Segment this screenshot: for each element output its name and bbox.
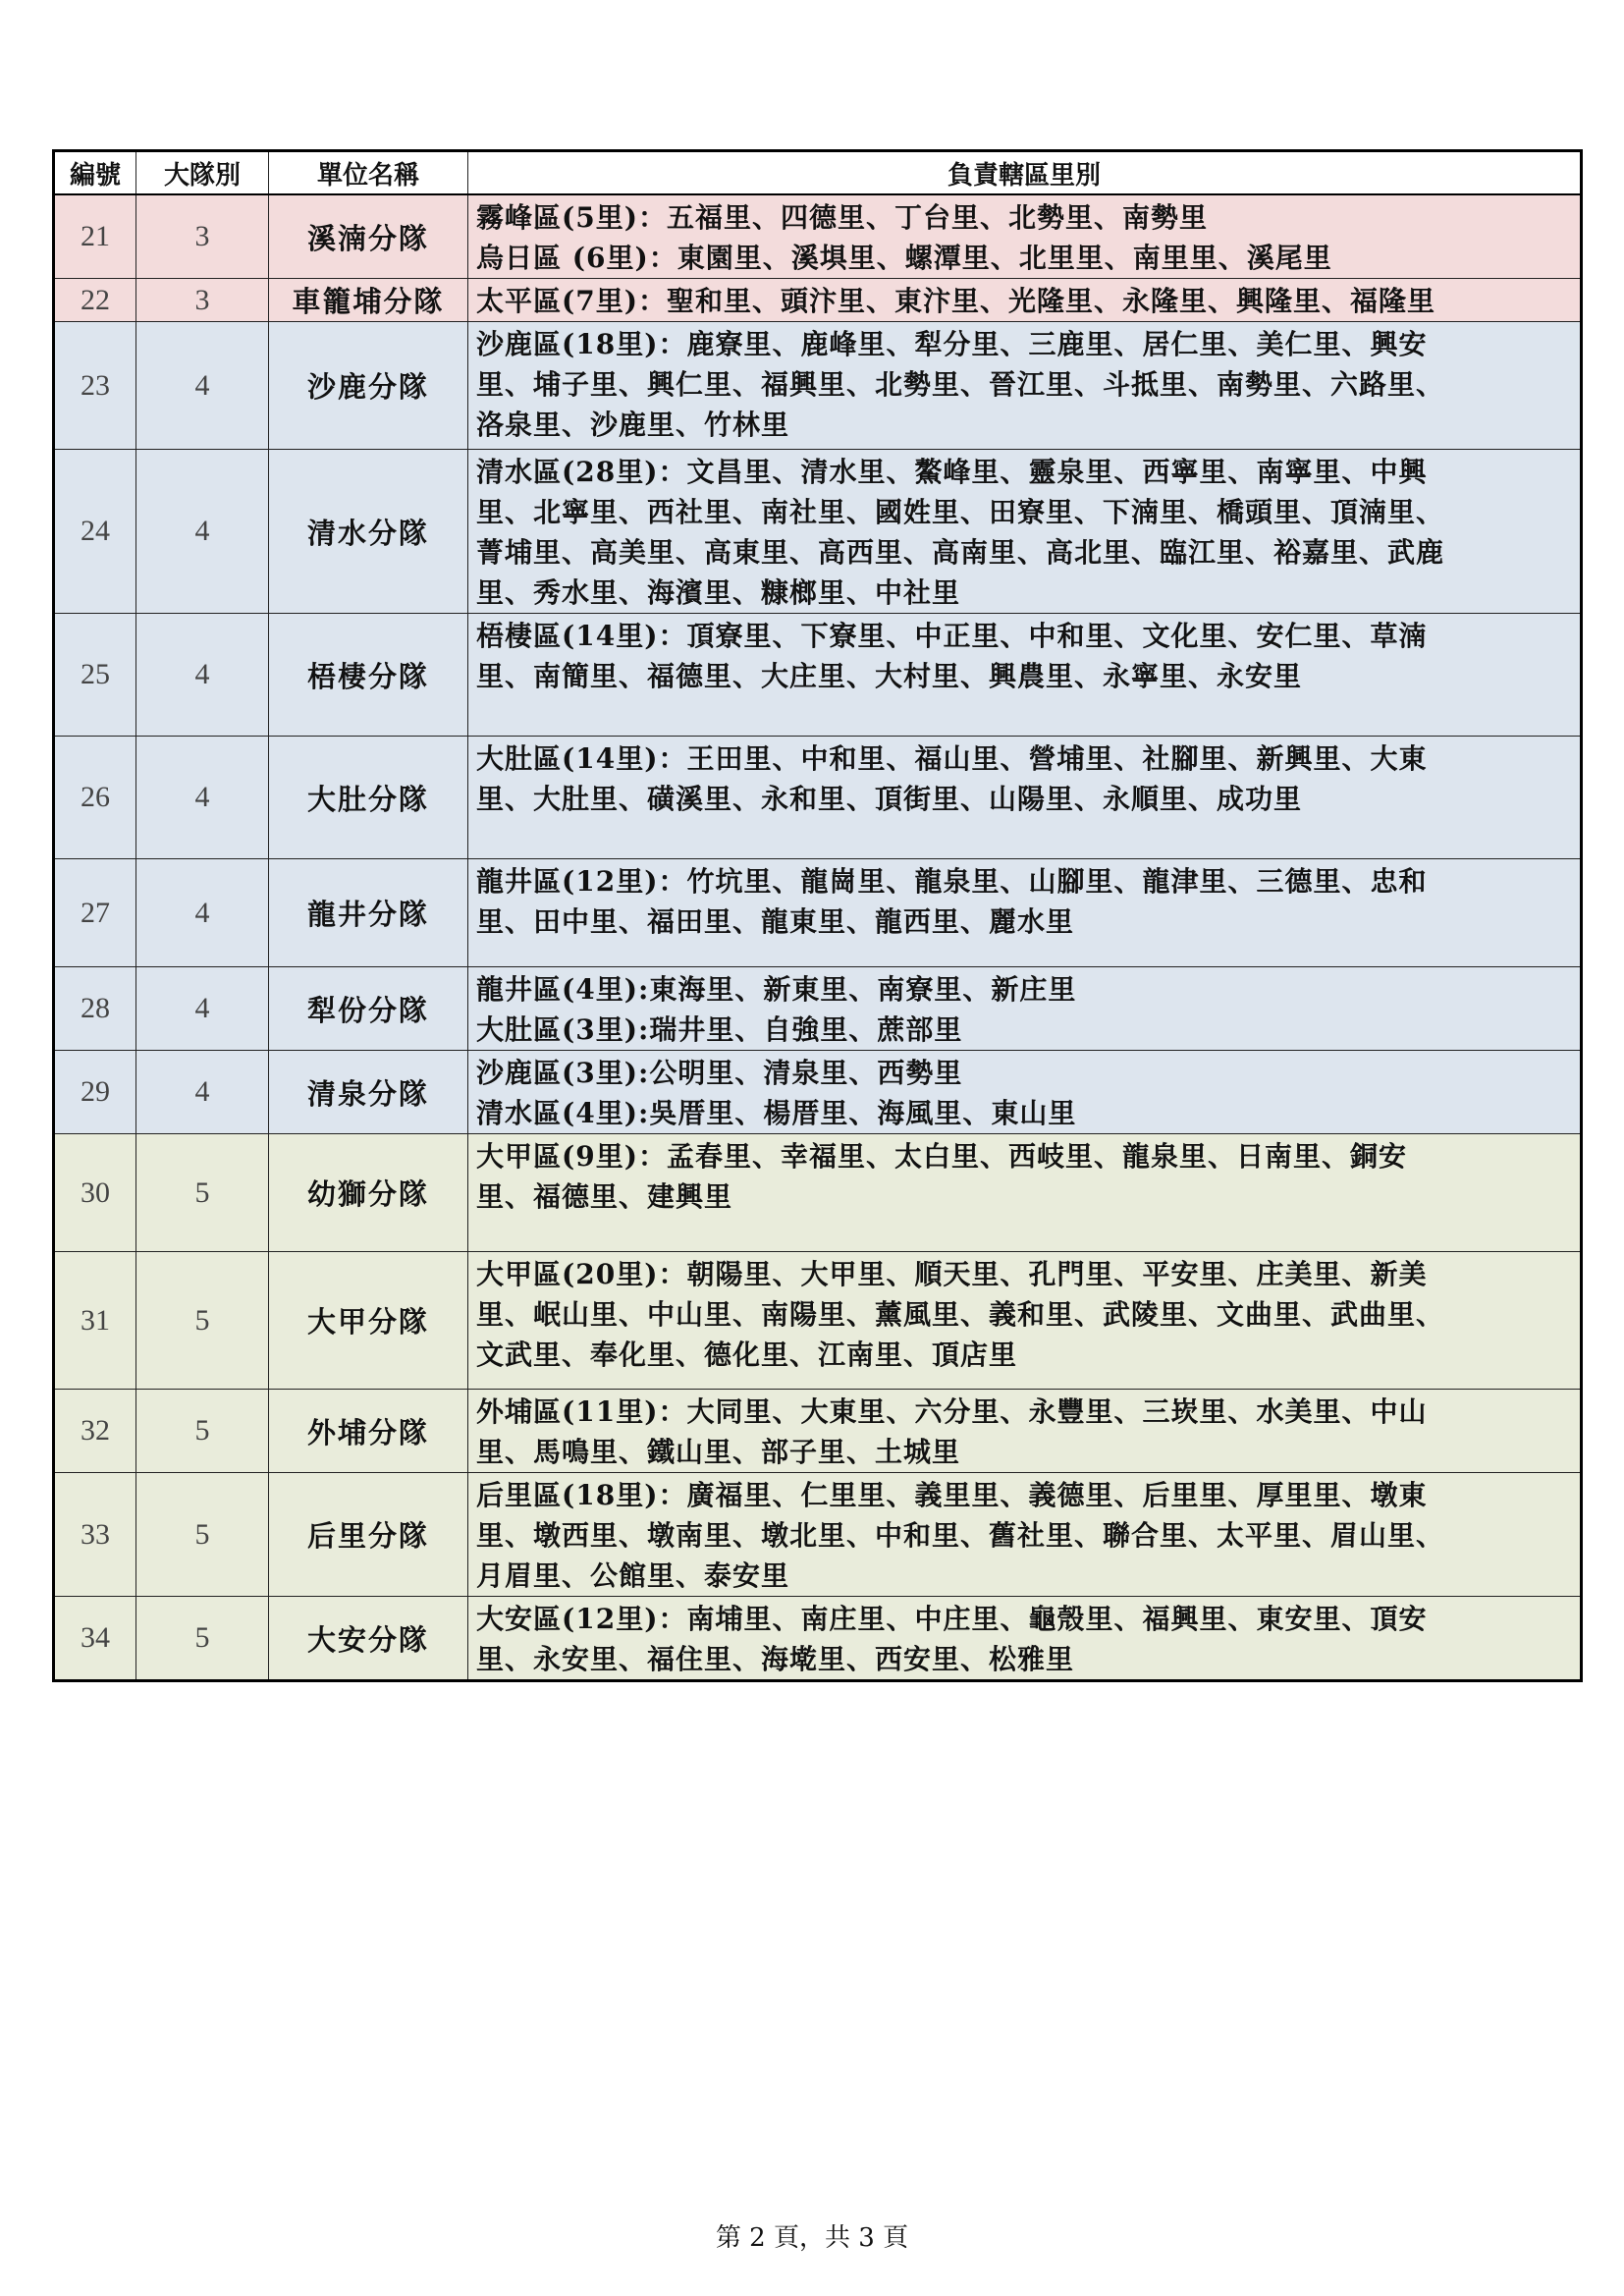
table-row [54,322,1582,450]
jurisdiction-line: 清水區(4里):吳厝里、楊厝里、海風里、東山里 [476,1097,1077,1129]
row-jurisdiction [468,614,1582,737]
row-jurisdiction [468,1390,1582,1473]
jurisdiction-line: 龍井區(12里)：竹坑里、龍崗里、龍泉里、山腳里、龍津里、三德里、忠和 [476,865,1428,898]
row-jurisdiction [468,279,1582,322]
row-jurisdiction [468,1473,1582,1597]
jurisdiction-line: 月眉里、公館里、泰安里 [476,1559,790,1592]
row-unit-name: 清泉分隊 [269,1051,468,1134]
row-number: 34 [54,1597,136,1681]
row-group: 5 [136,1597,269,1681]
row-group: 3 [136,194,269,279]
jurisdiction-line: 里、田中里、福田里、龍東里、龍西里、麗水里 [476,905,1075,938]
row-number: 28 [54,967,136,1051]
row-jurisdiction [468,1252,1582,1390]
jurisdiction-line: 里、墩西里、墩南里、墩北里、中和里、舊社里、聯合里、太平里、眉山里、 [476,1519,1445,1552]
jurisdiction-line: 里、岷山里、中山里、南陽里、薰風里、義和里、武陵里、文曲里、武曲里、 [476,1298,1445,1331]
table-row [54,967,1582,1051]
table-row [54,1597,1582,1681]
header-jurisdiction: 負責轄區里別 [468,151,1582,195]
row-group: 5 [136,1390,269,1473]
jurisdiction-line: 大肚區(3里):瑞井里、自強里、蔗部里 [476,1013,963,1046]
jurisdiction-line: 烏日區 (6里)：東園里、溪埧里、螺潭里、北里里、南里里、溪尾里 [476,242,1332,274]
jurisdiction-line: 大肚區(14里)：王田里、中和里、福山里、營埔里、社腳里、新興里、大東 [476,742,1428,775]
row-unit-name: 犁份分隊 [269,967,468,1051]
row-unit-name: 大甲分隊 [269,1252,468,1390]
jurisdiction-line: 里、秀水里、海濱里、糠榔里、中社里 [476,576,961,609]
jurisdiction-line: 霧峰區(5里)：五福里、四德里、丁台里、北勢里、南勢里 [476,201,1208,234]
jurisdiction-line: 沙鹿區(18里)：鹿寮里、鹿峰里、犁分里、三鹿里、居仁里、美仁里、興安 [476,328,1428,360]
jurisdiction-line: 大甲區(20里)：朝陽里、大甲里、順天里、孔門里、平安里、庄美里、新美 [476,1258,1428,1290]
jurisdiction-line: 太平區(7里)：聖和里、頭汴里、東汴里、光隆里、永隆里、興隆里、福隆里 [476,285,1435,317]
jurisdiction-line: 里、大肚里、磺溪里、永和里、頂街里、山陽里、永順里、成功里 [476,783,1303,815]
row-unit-name: 幼獅分隊 [269,1134,468,1252]
jurisdiction-line: 后里區(18里)：廣福里、仁里里、義里里、義德里、后里里、厚里里、墩東 [476,1479,1428,1511]
jurisdiction-line: 沙鹿區(3里):公明里、清泉里、西勢里 [476,1057,963,1089]
row-jurisdiction [468,1134,1582,1252]
row-unit-name: 外埔分隊 [269,1390,468,1473]
table-row [54,1051,1582,1134]
table-row [54,737,1582,859]
row-number: 26 [54,737,136,859]
row-unit-name: 梧棲分隊 [269,614,468,737]
row-jurisdiction [468,322,1582,450]
row-number: 22 [54,279,136,322]
table-row [54,1473,1582,1597]
table-row [54,1252,1582,1390]
page-footer: 第 2 頁，共 3 頁 [715,2223,909,2253]
table-row [54,1390,1582,1473]
row-jurisdiction [468,859,1582,967]
row-group: 4 [136,737,269,859]
jurisdiction-line: 大安區(12里)：南埔里、南庄里、中庄里、龜殼里、福興里、東安里、頂安 [476,1603,1428,1635]
row-number: 30 [54,1134,136,1252]
table-row [54,1134,1582,1252]
jurisdiction-line: 龍井區(4里):東海里、新東里、南寮里、新庄里 [476,973,1077,1006]
row-group: 4 [136,450,269,614]
table-header-row [54,151,1582,195]
jurisdiction-line: 里、南簡里、福德里、大庄里、大村里、興農里、永寧里、永安里 [476,660,1303,692]
table-row [54,279,1582,322]
jurisdiction-line: 里、北寧里、西社里、南社里、國姓里、田寮里、下湳里、橋頭里、頂湳里、 [476,496,1445,528]
jurisdiction-table [52,149,1583,1682]
jurisdiction-line: 外埔區(11里)：大同里、大東里、六分里、永豐里、三崁里、水美里、中山 [476,1395,1428,1428]
jurisdiction-line: 大甲區(9里)：孟春里、幸福里、太白里、西岐里、龍泉里、日南里、銅安 [476,1140,1407,1173]
row-unit-name: 后里分隊 [269,1473,468,1597]
jurisdiction-line: 里、埔子里、興仁里、福興里、北勢里、晉江里、斗抵里、南勢里、六路里、 [476,368,1445,401]
table-row [54,450,1582,614]
row-jurisdiction [468,967,1582,1051]
row-group: 5 [136,1134,269,1252]
row-number: 31 [54,1252,136,1390]
row-group: 4 [136,614,269,737]
row-jurisdiction [468,737,1582,859]
jurisdiction-line: 梧棲區(14里)：頂寮里、下寮里、中正里、中和里、文化里、安仁里、草湳 [476,620,1428,652]
header-number: 編號 [54,151,136,195]
header-group: 大隊別 [136,151,269,195]
table-row [54,194,1582,279]
row-unit-name: 清水分隊 [269,450,468,614]
row-unit-name: 龍井分隊 [269,859,468,967]
row-unit-name: 車籠埔分隊 [269,279,468,322]
row-jurisdiction [468,450,1582,614]
row-number: 29 [54,1051,136,1134]
row-group: 4 [136,1051,269,1134]
jurisdiction-line: 清水區(28里)：文昌里、清水里、鰲峰里、靈泉里、西寧里、南寧里、中興 [476,456,1428,488]
row-number: 32 [54,1390,136,1473]
row-number: 25 [54,614,136,737]
row-group: 5 [136,1252,269,1390]
row-unit-name: 大肚分隊 [269,737,468,859]
row-group: 4 [136,322,269,450]
row-unit-name: 溪湳分隊 [269,194,468,279]
row-jurisdiction [468,1051,1582,1134]
table-row [54,614,1582,737]
row-unit-name: 大安分隊 [269,1597,468,1681]
row-group: 3 [136,279,269,322]
row-number: 33 [54,1473,136,1597]
row-number: 23 [54,322,136,450]
jurisdiction-line: 文武里、奉化里、德化里、江南里、頂店里 [476,1339,1018,1371]
jurisdiction-line: 洛泉里、沙鹿里、竹林里 [476,409,790,441]
row-jurisdiction [468,1597,1582,1681]
row-group: 4 [136,859,269,967]
row-group: 4 [136,967,269,1051]
jurisdiction-line: 菁埔里、高美里、高東里、高西里、高南里、高北里、臨江里、裕嘉里、武鹿 [476,536,1445,569]
table-row [54,859,1582,967]
row-number: 24 [54,450,136,614]
jurisdiction-line: 里、福德里、建興里 [476,1180,733,1213]
header-unit-name: 單位名稱 [269,151,468,195]
row-group: 5 [136,1473,269,1597]
row-jurisdiction [468,194,1582,279]
row-number: 27 [54,859,136,967]
jurisdiction-line: 里、馬鳴里、鐵山里、部子里、土城里 [476,1436,961,1468]
jurisdiction-line: 里、永安里、福住里、海墘里、西安里、松雅里 [476,1643,1075,1675]
row-unit-name: 沙鹿分隊 [269,322,468,450]
row-number: 21 [54,194,136,279]
